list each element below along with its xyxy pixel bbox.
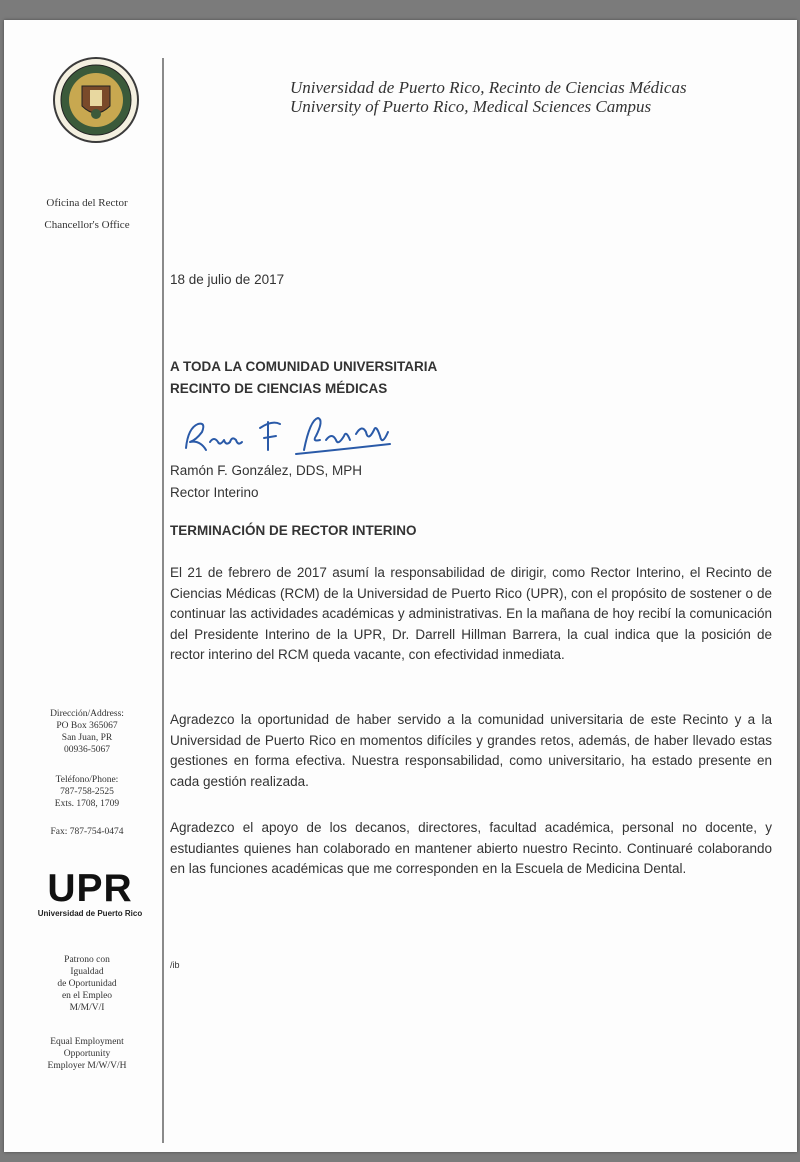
eeo-line: Patrono con: [64, 955, 110, 965]
letter-date: 18 de julio de 2017: [170, 272, 285, 287]
signer-block: [170, 460, 362, 504]
university-name-spanish: Universidad de Puerto Rico, Recinto de Ciencias Médicas: [290, 78, 687, 97]
fax-number: Fax: 787-754-0474: [50, 827, 124, 837]
eeo-line: Igualdad: [70, 967, 104, 977]
phone-label: Teléfono/Phone:: [55, 775, 119, 785]
office-english: Chancellor's Office: [44, 219, 130, 231]
signer-title: Rector Interino: [170, 485, 259, 500]
address-line: 00936-5067: [64, 745, 110, 755]
addressee-line: RECINTO DE CIENCIAS MÉDICAS: [170, 381, 388, 396]
university-name-english: University of Puerto Rico, Medical Sciences Campus: [290, 97, 652, 116]
letter-paragraph: Agradezco la oportunidad de haber servido a la comunidad universitaria de este Recinto y a la Universidad de Puerto Rico en momentos difíciles y grandes retos, además, de haber llevado estas gestiones en forma efectiva. Nuestra responsabilidad, como universitario, ha estado presente en cada gestión realizada.: [170, 712, 772, 789]
upr-logo: [28, 867, 152, 918]
phone-extensions: Exts. 1708, 1709: [54, 799, 120, 809]
address-label: Dirección/Address:: [50, 709, 124, 719]
handwritten-signature: [176, 410, 406, 460]
phone-number: 787-758-2525: [60, 787, 114, 797]
addressee: [170, 356, 437, 400]
university-header: [290, 78, 770, 116]
office-spanish: Oficina del Rector: [46, 197, 128, 209]
letter-paragraph: Agradezco el apoyo de los decanos, directores, facultad académica, personal no docente, y estudiantes quienes han colaborado en mantener abierto nuestro Recinto. Continuaré colaborando en las funciones académicas que me corresponden en la Escuela de Medicina Dental.: [170, 820, 772, 876]
letter-subject: TERMINACIÓN DE RECTOR INTERINO: [170, 523, 417, 538]
letter-page: [4, 20, 797, 1152]
vertical-divider: [162, 58, 164, 1143]
upr-logo-text: UPR: [47, 867, 133, 910]
eeo-spanish-block: [12, 954, 162, 1014]
addressee-line: A TODA LA COMUNIDAD UNIVERSITARIA: [170, 359, 438, 374]
address-block: [12, 708, 162, 756]
eeo-english-block: [12, 1036, 162, 1072]
letter-paragraph: El 21 de febrero de 2017 asumí la responsabilidad de dirigir, como Rector Interino, el Recinto de Ciencias Médicas (RCM) de la Universidad de Puerto Rico (UPR), con el propósito de sostener o de continuar las actividades académicas y administrativas. En la mañana de hoy recibí la comunicación del Presidente Interino de la UPR, Dr. Darrell Hillman Barrera, la cual indica que la posición de rector interino del RCM queda vacante, con efectividad inmediata.: [170, 565, 772, 662]
eeo-line: Opportunity: [63, 1049, 111, 1059]
eeo-line: Employer M/W/V/H: [47, 1061, 127, 1071]
office-block: [12, 192, 162, 236]
eeo-line: de Oportunidad: [57, 979, 117, 989]
eeo-line: Equal Employment: [50, 1037, 124, 1047]
typist-initials: /ib: [170, 960, 180, 970]
phone-block: [12, 774, 162, 810]
signer-name: Ramón F. González, DDS, MPH: [170, 463, 363, 478]
university-seal-icon: [52, 56, 140, 144]
address-line: PO Box 365067: [56, 721, 118, 731]
eeo-line: M/M/V/I: [69, 1003, 105, 1013]
eeo-line: en el Empleo: [61, 991, 113, 1001]
address-line: San Juan, PR: [61, 733, 113, 743]
upr-logo-subtext: Universidad de Puerto Rico: [37, 909, 143, 918]
